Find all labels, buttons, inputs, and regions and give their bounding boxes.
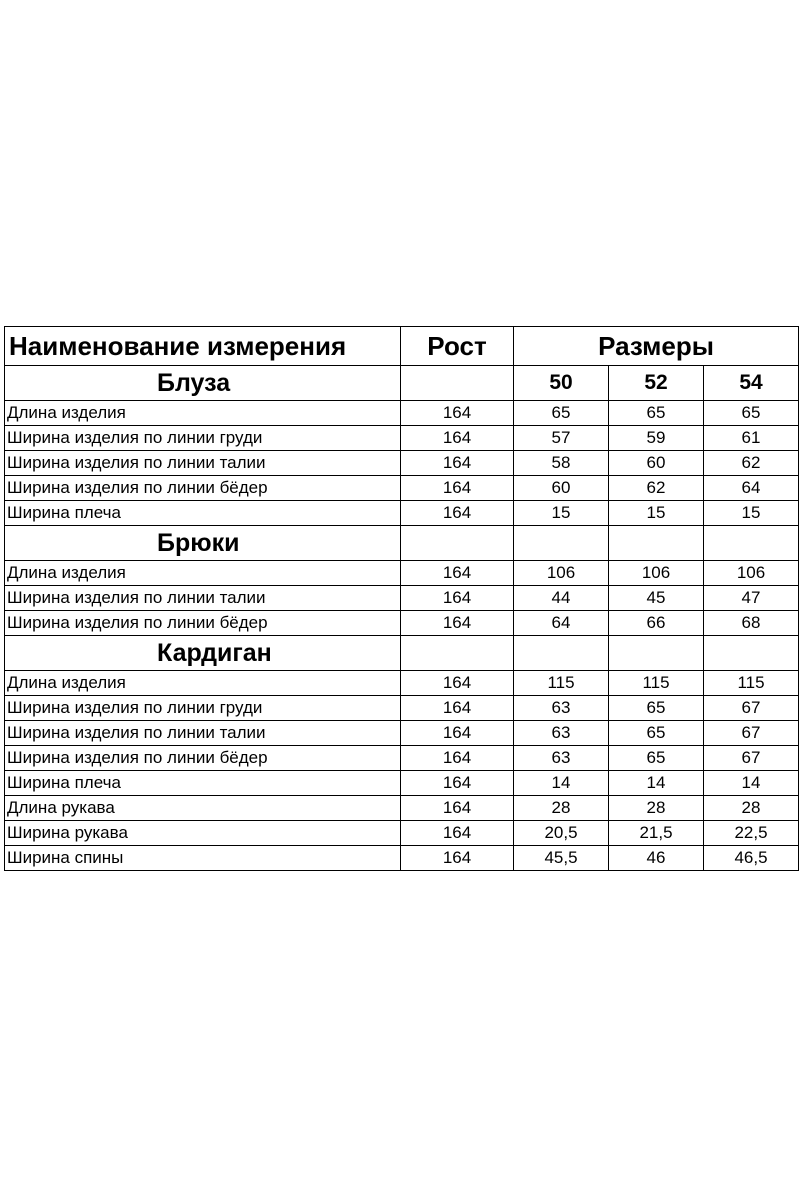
table-row xyxy=(5,821,799,846)
height-value: 164 xyxy=(401,586,514,611)
size-value-50: 60 xyxy=(514,476,609,501)
measurement-name: Ширина плеча xyxy=(5,501,401,526)
size-value-54: 46,5 xyxy=(704,846,799,871)
section-size-empty xyxy=(609,636,704,671)
size-value-52: 106 xyxy=(609,561,704,586)
size-value-52: 65 xyxy=(609,696,704,721)
height-value: 164 xyxy=(401,401,514,426)
size-value-54: 22,5 xyxy=(704,821,799,846)
height-value: 164 xyxy=(401,796,514,821)
section-title: Брюки xyxy=(5,526,401,561)
table-row xyxy=(5,401,799,426)
table-row xyxy=(5,746,799,771)
table-row xyxy=(5,586,799,611)
table-row xyxy=(5,426,799,451)
size-value-50: 63 xyxy=(514,696,609,721)
size-value-52: 115 xyxy=(609,671,704,696)
size-value-52: 28 xyxy=(609,796,704,821)
section-row xyxy=(5,526,799,561)
size-value-50: 58 xyxy=(514,451,609,476)
measurement-name: Ширина изделия по линии бёдер xyxy=(5,746,401,771)
size-header-54: 54 xyxy=(704,366,799,401)
size-value-50: 106 xyxy=(514,561,609,586)
height-value: 164 xyxy=(401,771,514,796)
height-value: 164 xyxy=(401,846,514,871)
size-value-50: 44 xyxy=(514,586,609,611)
size-value-54: 67 xyxy=(704,721,799,746)
size-value-50: 14 xyxy=(514,771,609,796)
height-value: 164 xyxy=(401,501,514,526)
size-value-52: 60 xyxy=(609,451,704,476)
table-row xyxy=(5,846,799,871)
size-value-50: 63 xyxy=(514,721,609,746)
size-chart-table xyxy=(4,326,799,871)
section-row xyxy=(5,636,799,671)
table-row xyxy=(5,451,799,476)
measurement-name: Длина рукава xyxy=(5,796,401,821)
size-value-54: 15 xyxy=(704,501,799,526)
size-value-50: 115 xyxy=(514,671,609,696)
size-value-52: 66 xyxy=(609,611,704,636)
size-value-54: 65 xyxy=(704,401,799,426)
size-value-52: 45 xyxy=(609,586,704,611)
measurement-name: Ширина плеча xyxy=(5,771,401,796)
size-value-54: 14 xyxy=(704,771,799,796)
size-value-54: 68 xyxy=(704,611,799,636)
measurement-name: Ширина изделия по линии талии xyxy=(5,721,401,746)
section-size-empty xyxy=(609,526,704,561)
size-value-50: 57 xyxy=(514,426,609,451)
size-value-50: 28 xyxy=(514,796,609,821)
size-value-50: 15 xyxy=(514,501,609,526)
height-value: 164 xyxy=(401,476,514,501)
size-value-52: 62 xyxy=(609,476,704,501)
table-row xyxy=(5,671,799,696)
height-value: 164 xyxy=(401,821,514,846)
measurement-name: Длина изделия xyxy=(5,561,401,586)
size-value-52: 59 xyxy=(609,426,704,451)
measurement-name: Ширина спины xyxy=(5,846,401,871)
height-value: 164 xyxy=(401,671,514,696)
size-header-52: 52 xyxy=(609,366,704,401)
table-header-row xyxy=(5,327,799,366)
size-value-50: 64 xyxy=(514,611,609,636)
table-row xyxy=(5,771,799,796)
size-value-50: 65 xyxy=(514,401,609,426)
size-value-54: 67 xyxy=(704,746,799,771)
table-row xyxy=(5,561,799,586)
size-value-54: 115 xyxy=(704,671,799,696)
size-value-52: 65 xyxy=(609,401,704,426)
table-row xyxy=(5,611,799,636)
size-value-54: 47 xyxy=(704,586,799,611)
size-value-54: 64 xyxy=(704,476,799,501)
height-value: 164 xyxy=(401,611,514,636)
size-value-50: 63 xyxy=(514,746,609,771)
size-value-52: 65 xyxy=(609,721,704,746)
section-size-empty xyxy=(514,636,609,671)
size-value-52: 46 xyxy=(609,846,704,871)
section-size-empty xyxy=(514,526,609,561)
height-value: 164 xyxy=(401,451,514,476)
measurement-name: Ширина изделия по линии талии xyxy=(5,586,401,611)
size-value-50: 20,5 xyxy=(514,821,609,846)
size-value-54: 62 xyxy=(704,451,799,476)
size-value-52: 15 xyxy=(609,501,704,526)
table-row xyxy=(5,721,799,746)
height-value: 164 xyxy=(401,561,514,586)
header-sizes: Размеры xyxy=(514,327,799,366)
size-value-54: 67 xyxy=(704,696,799,721)
measurement-name: Ширина изделия по линии груди xyxy=(5,426,401,451)
measurement-name: Ширина изделия по линии бёдер xyxy=(5,476,401,501)
size-value-54: 28 xyxy=(704,796,799,821)
measurement-name: Длина изделия xyxy=(5,671,401,696)
measurement-name: Длина изделия xyxy=(5,401,401,426)
section-size-empty xyxy=(704,526,799,561)
measurement-name: Ширина изделия по линии груди xyxy=(5,696,401,721)
header-measurement-name: Наименование измерения xyxy=(5,327,401,366)
size-value-54: 61 xyxy=(704,426,799,451)
height-value: 164 xyxy=(401,426,514,451)
measurement-name: Ширина изделия по линии бёдер xyxy=(5,611,401,636)
height-value: 164 xyxy=(401,746,514,771)
section-row xyxy=(5,366,799,401)
table-row xyxy=(5,696,799,721)
size-value-52: 21,5 xyxy=(609,821,704,846)
height-value: 164 xyxy=(401,721,514,746)
size-value-52: 14 xyxy=(609,771,704,796)
header-height: Рост xyxy=(401,327,514,366)
size-value-50: 45,5 xyxy=(514,846,609,871)
section-title: Кардиган xyxy=(5,636,401,671)
measurement-name: Ширина рукава xyxy=(5,821,401,846)
section-height-empty xyxy=(401,526,514,561)
size-value-52: 65 xyxy=(609,746,704,771)
height-value: 164 xyxy=(401,696,514,721)
section-size-empty xyxy=(704,636,799,671)
section-height-empty xyxy=(401,636,514,671)
table-row xyxy=(5,476,799,501)
table-row xyxy=(5,796,799,821)
section-height-empty xyxy=(401,366,514,401)
size-header-50: 50 xyxy=(514,366,609,401)
table-row xyxy=(5,501,799,526)
size-chart-body xyxy=(5,327,799,871)
section-title: Блуза xyxy=(5,366,401,401)
size-value-54: 106 xyxy=(704,561,799,586)
measurement-name: Ширина изделия по линии талии xyxy=(5,451,401,476)
